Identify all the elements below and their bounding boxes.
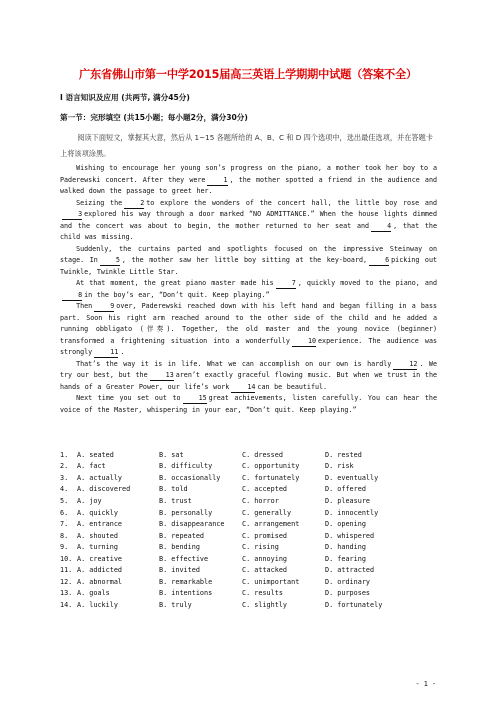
option-choice[interactable]: C. fortunately — [242, 473, 300, 482]
option-choice[interactable]: A. quickly — [77, 508, 118, 517]
question-number: 12. — [60, 577, 73, 586]
paragraph: Seizing the 2 to explore the wonders of the concert hall, the little boy rose and3 explored his way through a door marked “NO ADMITTANCE.” When the house lights dimmed and the concert was about to begin, the mother returned to her seat and 4 , that the child was missing. — [60, 198, 437, 241]
paragraph: That’s the way it is in life. What we can accomplish on our own is hardly 12 . We try our best, but the 13 aren’t exactly graceful flowing music. But when we trust in the hands of a Greater Power, our life’s work 14 can be beautiful. — [60, 359, 437, 391]
question-number: 9. — [60, 543, 69, 552]
option-choice[interactable]: D. purposes — [325, 589, 371, 598]
paragraph: Next time you set out to 15 great achievements, listen carefully. You can hear the voice of the Master, whispering in your ear, “Don’t quit. Keep playing.” — [60, 394, 437, 414]
option-row — [60, 599, 440, 611]
option-row — [60, 576, 440, 588]
question-number: 13. — [60, 589, 73, 598]
option-choice[interactable]: C. unimportant — [242, 577, 300, 586]
option-choice[interactable]: B. bending — [159, 543, 200, 552]
blank[interactable]: 6 — [369, 256, 389, 266]
option-choice[interactable]: B. effective — [159, 554, 209, 563]
option-choice[interactable]: C. results — [242, 589, 283, 598]
question-number: 1. — [60, 450, 69, 459]
question-number: 2. — [60, 462, 69, 471]
option-choice[interactable]: A. seated — [77, 450, 114, 459]
option-choice[interactable]: D. innocently — [325, 508, 379, 517]
option-choice[interactable]: C. slightly — [242, 600, 288, 609]
paragraph: Wishing to encourage her young son’s progress on the piano, a mother took her boy to a Paderewski concert. After they were 1 , the mother spotted a friend in the audience and walked down the passage to greet her. — [60, 164, 437, 195]
option-choice[interactable]: B. told — [159, 485, 188, 494]
option-choice[interactable]: D. risk — [325, 462, 354, 471]
option-choice[interactable]: D. attracted — [325, 566, 375, 575]
blank[interactable]: 15 — [183, 394, 207, 404]
option-choice[interactable]: A. entrance — [77, 520, 123, 529]
option-choice[interactable]: D. pleasure — [325, 496, 371, 505]
option-choice[interactable]: B. disappearance — [159, 520, 225, 529]
option-choice[interactable]: A. shouted — [77, 531, 118, 540]
paragraph: At that moment, the great piano master made his 7 , quickly moved to the piano, and8 in the boy’s ear, “Don’t quit. Keep playing.” — [60, 278, 437, 301]
option-choice[interactable]: D. opening — [325, 520, 366, 529]
cloze-passage — [60, 163, 437, 416]
blank[interactable]: 14 — [231, 383, 255, 393]
blank[interactable]: 4 — [371, 222, 391, 232]
option-choice[interactable]: D. handing — [325, 543, 366, 552]
option-choice[interactable]: A. actually — [77, 473, 123, 482]
blank[interactable]: 11 — [94, 348, 118, 358]
options-table — [60, 449, 440, 611]
question-number: 14. — [60, 600, 73, 609]
option-row — [60, 449, 440, 461]
question-number: 11. — [60, 566, 73, 575]
option-choice[interactable]: A. fact — [77, 462, 106, 471]
option-row — [60, 472, 440, 484]
option-row — [60, 518, 440, 530]
option-row — [60, 541, 440, 553]
blank[interactable]: 9 — [94, 302, 114, 312]
document-title: 广东省佛山市第一中学2015届高三英语上学期期中试题（答案不全） — [79, 68, 417, 81]
option-choice[interactable]: C. attacked — [242, 566, 288, 575]
instructions: 阅读下面短文，掌握其大意，然后从 1~15 各题所给的 A、B、C 和 D 四个选项中，选出最佳选项，并在答题卡上将该项涂黑。 — [60, 133, 433, 158]
blank[interactable]: 1 — [207, 176, 227, 186]
option-choice[interactable]: B. invited — [159, 566, 200, 575]
blank[interactable]: 13 — [150, 371, 174, 381]
option-row — [60, 484, 440, 496]
option-choice[interactable]: A. joy — [77, 496, 102, 505]
option-choice[interactable]: B. intentions — [159, 589, 213, 598]
option-choice[interactable]: D. eventually — [325, 473, 379, 482]
option-choice[interactable]: D. fearing — [325, 554, 366, 563]
option-choice[interactable]: C. horror — [242, 496, 279, 505]
option-choice[interactable]: B. occasionally — [159, 473, 221, 482]
option-choice[interactable]: B. repeated — [159, 531, 205, 540]
option-choice[interactable]: A. creative — [77, 554, 123, 563]
option-choice[interactable]: B. sat — [159, 450, 184, 459]
option-choice[interactable]: B. difficulty — [159, 462, 213, 471]
option-choice[interactable]: A. goals — [77, 589, 110, 598]
option-choice[interactable]: C. rising — [242, 543, 279, 552]
question-number: 6. — [60, 508, 69, 517]
option-choice[interactable]: D. rested — [325, 450, 362, 459]
option-choice[interactable]: D. ordinary — [325, 577, 371, 586]
option-choice[interactable]: D. whispered — [325, 531, 375, 540]
option-row — [60, 530, 440, 542]
blank[interactable]: 10 — [292, 337, 316, 347]
option-choice[interactable]: A. discovered — [77, 485, 131, 494]
question-number: 3. — [60, 473, 69, 482]
question-number: 5. — [60, 496, 69, 505]
option-choice[interactable]: C. dressed — [242, 450, 283, 459]
option-choice[interactable]: B. trust — [159, 496, 192, 505]
blank[interactable]: 8 — [62, 291, 82, 301]
option-choice[interactable]: C. opportunity — [242, 462, 300, 471]
option-row — [60, 564, 440, 576]
paragraph: Suddenly, the curtains parted and spotlights focused on the impressive Steinway on stage. In 5 , the mother saw her little boy sitting at the key-board, 6 picking out Twinkle, Twinkle Little Star. — [60, 244, 438, 276]
option-row — [60, 588, 440, 600]
blank[interactable]: 5 — [100, 256, 120, 266]
option-choice[interactable]: D. fortunately — [325, 600, 383, 609]
question-number: 8. — [60, 531, 69, 540]
subsection-heading: 第一节：完形填空 (共15小题；每小题2分，满分30分) — [60, 113, 248, 122]
option-choice[interactable]: A. turning — [77, 543, 118, 552]
option-choice[interactable]: C. generally — [242, 508, 292, 517]
question-number: 10. — [60, 554, 73, 563]
option-choice[interactable]: C. annoying — [242, 554, 288, 563]
blank[interactable]: 3 — [62, 210, 82, 220]
option-choice[interactable]: A. luckily — [77, 600, 118, 609]
option-row — [60, 507, 440, 519]
option-choice[interactable]: B. personally — [159, 508, 213, 517]
question-number: 4. — [60, 485, 69, 494]
blank[interactable]: 7 — [276, 279, 296, 289]
option-choice[interactable]: C. arrangement — [242, 520, 300, 529]
option-choice[interactable]: A. abnormal — [77, 577, 123, 586]
option-row — [60, 495, 440, 507]
option-row — [60, 461, 440, 473]
option-choice[interactable]: A. addicted — [77, 566, 123, 575]
option-choice[interactable]: D. offered — [325, 485, 366, 494]
question-number: 7. — [60, 520, 69, 529]
section-heading: I 语言知识及应用 (共两节, 满分45分) — [60, 93, 190, 102]
page-number: - 1 - — [415, 680, 436, 688]
option-row — [60, 553, 440, 565]
option-choice[interactable]: B. remarkable — [159, 577, 213, 586]
blank[interactable]: 12 — [393, 360, 417, 370]
option-choice[interactable]: C. accepted — [242, 485, 288, 494]
blank[interactable]: 2 — [124, 199, 144, 209]
option-choice[interactable]: C. promised — [242, 531, 288, 540]
option-choice[interactable]: B. truly — [159, 600, 192, 609]
paragraph: Then 9 over, Paderewski reached down with his left hand and began filling in a bass part. Soon his right arm reached around to the other side of the child and he added a running obbligato (伴奏). Together, the old master and the young novice (beginner) transformed a frightening situation into a wonderfully 10 experience. The audience was strongly 11 . — [60, 302, 437, 356]
